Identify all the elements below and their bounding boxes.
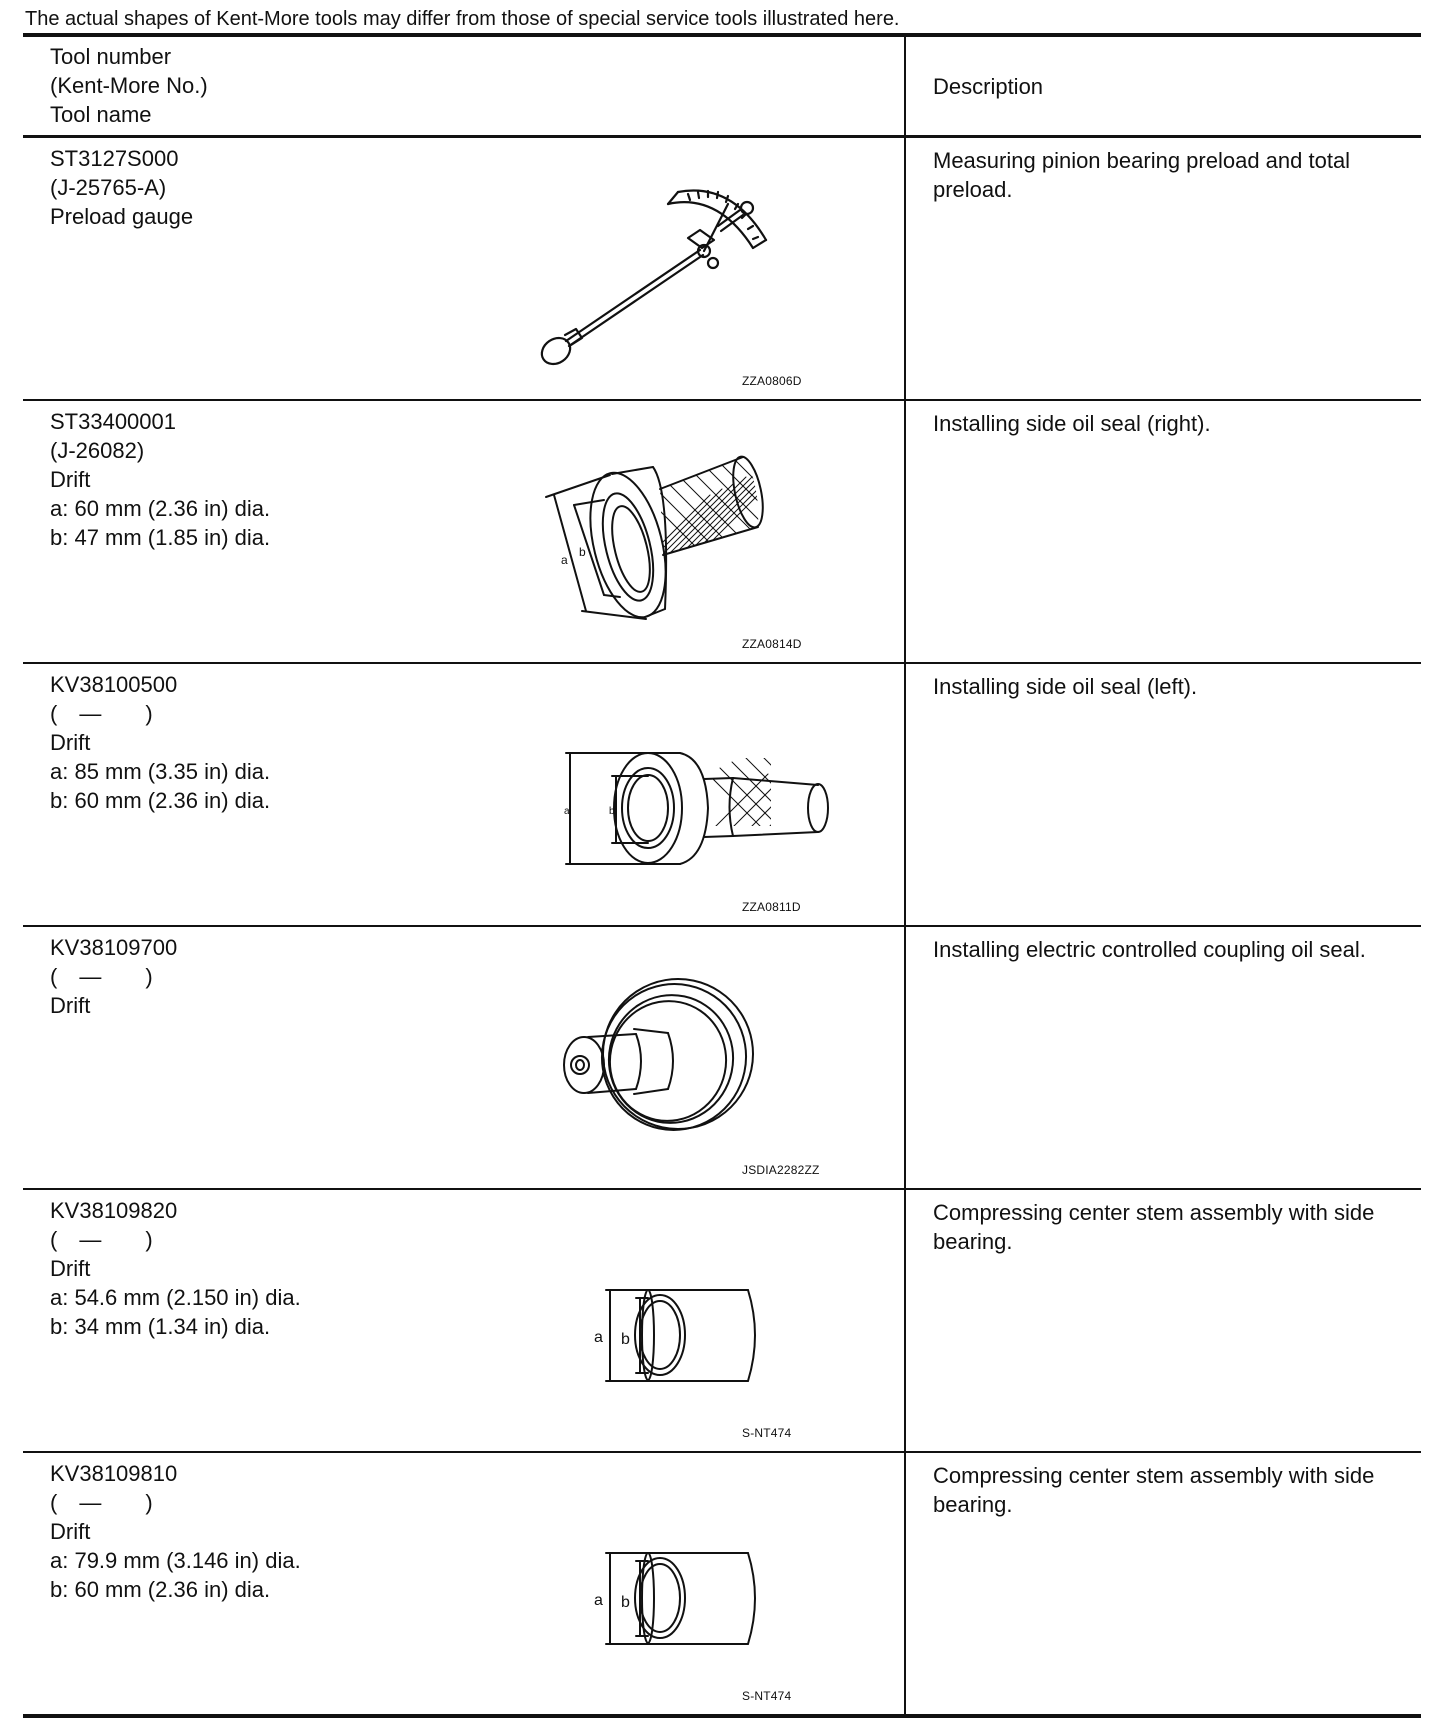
drift-stepped-icon [528, 664, 868, 925]
label-a: a [564, 806, 570, 817]
label-a: a [561, 553, 568, 567]
header-tool-number: Tool number [50, 44, 172, 69]
table-row [23, 926, 1421, 1189]
label-b: b [621, 1594, 630, 1611]
drift-flanged-icon [528, 927, 868, 1188]
tool-description: Installing electric controlled coupling oil seal. [933, 937, 1366, 962]
figure-code: S-NT474 [742, 1689, 792, 1703]
tool-cell [23, 926, 905, 1189]
description-cell [905, 400, 1421, 663]
figure-code: ZZA0811D [742, 900, 801, 914]
special-service-tools-table [23, 33, 1421, 1718]
tool-name: Drift [50, 467, 91, 492]
label-b: b [621, 1331, 630, 1348]
preload-gauge-icon [528, 138, 868, 399]
tool-description: Compressing center stem assembly with side bearing. [933, 1200, 1375, 1254]
tool-number: KV38100500 [50, 672, 178, 697]
kent-more-number: ( — ) [50, 701, 153, 726]
figure-code: ZZA0806D [742, 374, 802, 388]
tool-number: ST33400001 [50, 409, 176, 434]
label-a: a [594, 1592, 603, 1609]
header-description: Description [933, 73, 1044, 99]
header-kent-more-number: (Kent-More No.) [50, 73, 208, 98]
description-cell [905, 1452, 1421, 1716]
tool-description: Compressing center stem assembly with side bearing. [933, 1463, 1375, 1517]
tool-number: KV38109810 [50, 1461, 178, 1486]
drift-cylinder-icon [528, 1190, 868, 1451]
table-header-row [23, 35, 1421, 137]
description-cell [905, 1189, 1421, 1452]
dimension-b: b: 34 mm (1.34 in) dia. [50, 1314, 271, 1339]
kent-more-number: ( — ) [50, 964, 153, 989]
figure-code: ZZA0814D [742, 637, 802, 651]
table-row [23, 137, 1421, 401]
tool-name: Drift [50, 730, 91, 755]
drift-cylinder-icon [528, 1453, 868, 1714]
drift-knurled-icon [528, 401, 868, 662]
tools-table [23, 33, 1421, 1718]
figure-code: S-NT474 [742, 1426, 792, 1440]
dimension-a: a: 60 mm (2.36 in) dia. [50, 496, 271, 521]
tool-number: KV38109700 [50, 935, 178, 960]
kent-more-number: ( — ) [50, 1227, 153, 1252]
header-description-column [905, 35, 1421, 137]
label-b: b [609, 806, 615, 817]
dimension-b: b: 47 mm (1.85 in) dia. [50, 525, 271, 550]
label-b: b [579, 545, 586, 559]
tool-description: Installing side oil seal (left). [933, 674, 1198, 699]
tools-note: The actual shapes of Kent-More tools may differ from those of special service tools illustrated here. [25, 8, 900, 30]
figure-code: JSDIA2282ZZ [742, 1163, 820, 1177]
tool-cell [23, 1452, 905, 1716]
tool-name: Drift [50, 993, 91, 1018]
tool-cell [23, 137, 905, 401]
dimension-a: a: 85 mm (3.35 in) dia. [50, 759, 271, 784]
tool-cell [23, 663, 905, 926]
tool-name: Drift [50, 1256, 91, 1281]
tool-number: ST3127S000 [50, 146, 179, 171]
table-row [23, 1189, 1421, 1452]
kent-more-number: ( — ) [50, 1490, 153, 1515]
dimension-a: a: 79.9 mm (3.146 in) dia. [50, 1548, 301, 1573]
header-tool-name: Tool name [50, 102, 152, 127]
tool-description: Installing side oil seal (right). [933, 411, 1211, 436]
label-a: a [594, 1329, 603, 1346]
kent-more-number: (J-25765-A) [50, 175, 167, 200]
table-row [23, 400, 1421, 663]
table-row [23, 1452, 1421, 1716]
header-tool-column [23, 35, 905, 137]
dimension-b: b: 60 mm (2.36 in) dia. [50, 788, 271, 813]
tool-name: Drift [50, 1519, 91, 1544]
description-cell [905, 926, 1421, 1189]
table-row [23, 663, 1421, 926]
description-cell [905, 137, 1421, 401]
tool-description: Measuring pinion bearing preload and total preload. [933, 148, 1351, 202]
tool-number: KV38109820 [50, 1198, 178, 1223]
tool-cell [23, 400, 905, 663]
description-cell [905, 663, 1421, 926]
kent-more-number: (J-26082) [50, 438, 145, 463]
tool-cell [23, 1189, 905, 1452]
dimension-a: a: 54.6 mm (2.150 in) dia. [50, 1285, 301, 1310]
dimension-b: b: 60 mm (2.36 in) dia. [50, 1577, 271, 1602]
tool-name: Preload gauge [50, 204, 194, 229]
